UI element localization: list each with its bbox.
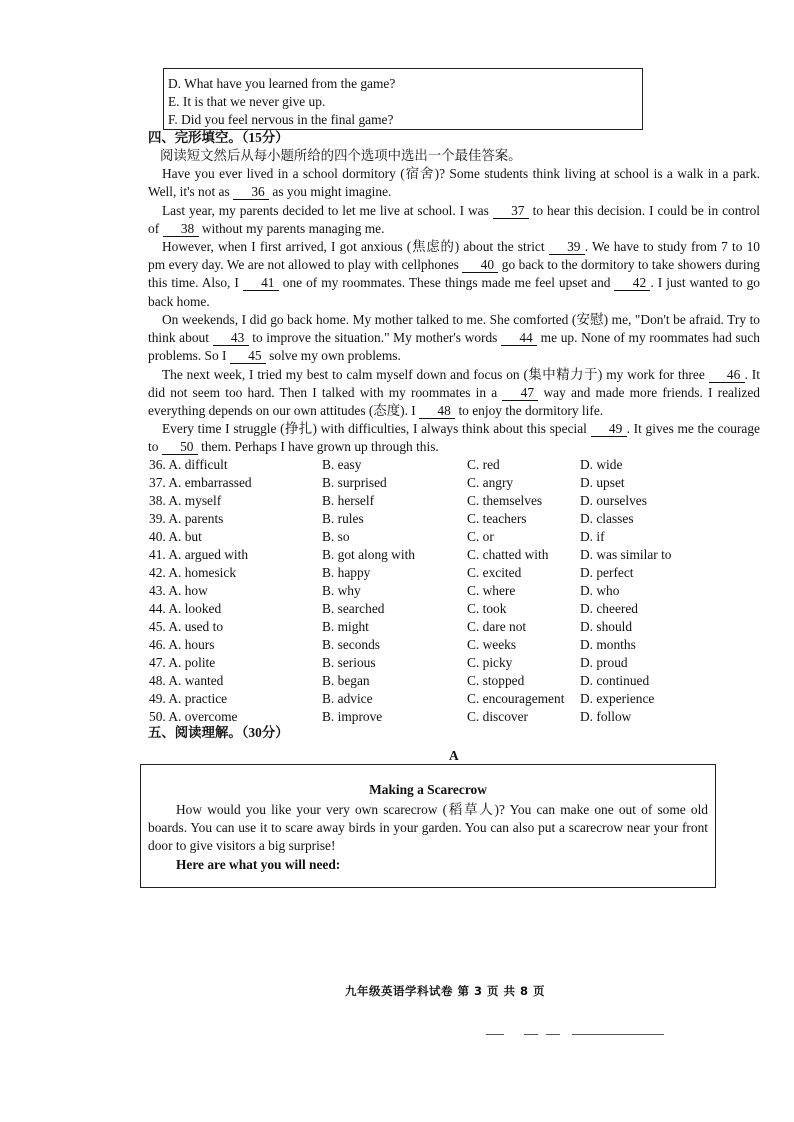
blank-50: 50	[162, 439, 198, 455]
blank-43: 43	[213, 330, 249, 346]
choice-option: C. angry	[467, 475, 514, 490]
passage-title: Making a Scarecrow	[369, 782, 487, 797]
cloze-paragraph-3: However, when I first arrived, I got anxious (焦虑的) about the strict 39 . We have to study from 7 to 10 pm every day. We are not allowed to play with cellphones 40 go back to the dormitory to take showers during this time. Also, I 41 one of my roommates. These things made me feel upset and 42 . I just wanted to go back home.	[148, 239, 761, 309]
passage-a-box	[140, 764, 716, 888]
choice-option: 45. A. used to	[149, 619, 224, 634]
choice-option: B. might	[322, 619, 369, 634]
option-d: D. What have you learned from the game?	[168, 76, 396, 91]
choice-option: B. herself	[322, 493, 375, 508]
choice-option: D. classes	[580, 511, 634, 526]
choice-option: B. rules	[322, 511, 364, 526]
choice-option: C. took	[467, 601, 507, 616]
choice-option: D. months	[580, 637, 636, 652]
choice-option: C. themselves	[467, 493, 543, 508]
section4-heading: 四、完形填空。（15分）	[148, 130, 289, 145]
choice-option: C. discover	[467, 709, 528, 724]
choice-option: 49. A. practice	[149, 691, 228, 706]
blank-40: 40	[462, 257, 498, 273]
choice-option: 44. A. looked	[149, 601, 222, 616]
blank-47: 47	[502, 385, 538, 401]
choice-option: B. easy	[322, 457, 362, 472]
blank-44: 44	[501, 330, 537, 346]
passage-body: How would you like your very own scarecrow (稻草人)? You can make one out of some old boards. You can use it to scare away birds in your garden. You can also put a scarecrow near your front door to give visitors a big surprise!	[148, 802, 708, 854]
page-footer: 九年级英语学科试卷 第 3 页 共 8 页	[345, 984, 546, 998]
cloze-paragraph-1: Have you ever lived in a school dormitory (宿舍)? Some students think living at school is a walk in a park. Well, it's not as 36 as you might imagine.	[148, 166, 760, 200]
blank-38: 38	[163, 221, 199, 237]
answer-options-box	[163, 68, 643, 130]
choice-option: D. follow	[580, 709, 632, 724]
choice-option: C. where	[467, 583, 516, 598]
choice-option: B. seconds	[322, 637, 381, 652]
choice-option: D. if	[580, 529, 605, 544]
blank-45: 45	[230, 348, 266, 364]
choice-option: 39. A. parents	[149, 511, 224, 526]
blank-36: 36	[233, 184, 269, 200]
choice-option: D. was similar to	[580, 547, 672, 562]
choice-option: C. teachers	[467, 511, 527, 526]
choice-option: B. surprised	[322, 475, 387, 490]
option-f: F. Did you feel nervous in the final game?	[168, 112, 394, 127]
choice-option: B. got along with	[322, 547, 415, 562]
choice-option: 38. A. myself	[149, 493, 222, 508]
section4-instruction: 阅读短文然后从每小题所给的四个选项中选出一个最佳答案。	[160, 148, 522, 163]
choice-option: C. encouragement	[467, 691, 565, 706]
blank-41: 41	[243, 275, 279, 291]
choice-option: B. serious	[322, 655, 376, 670]
choice-option: 50. A. overcome	[149, 709, 238, 724]
choice-option: B. began	[322, 673, 370, 688]
cloze-paragraph-5: The next week, I tried my best to calm myself down and focus on (集中精力于) my work for three 46 . It did not seem too hard. Then I talked with my roommates in a 47 way and made more friends. I realized everything depends on our own attitudes (态度). I 48 to enjoy the dormitory life.	[148, 367, 761, 419]
passage-need-heading: Here are what you will need:	[176, 857, 341, 872]
blank-39: 39	[549, 239, 585, 255]
blank-37: 37	[493, 203, 529, 219]
cloze-paragraph-4: On weekends, I did go back home. My mother talked to me. She comforted (安慰) me, "Don't be afraid. Try to think about 43 to improve the situation." My mother's words 44 me up. None of my roommates had such problems. So I 45 solve my own problems.	[148, 312, 760, 364]
choice-option: 37. A. embarrassed	[149, 475, 252, 490]
blank-42: 42	[614, 275, 650, 291]
choice-option: C. stopped	[467, 673, 525, 688]
choice-option: C. red	[467, 457, 500, 472]
choice-option: B. happy	[322, 565, 371, 580]
choice-option: D. should	[580, 619, 633, 634]
choice-option: 42. A. homesick	[149, 565, 237, 580]
choice-option: B. searched	[322, 601, 385, 616]
choice-option: D. who	[580, 583, 620, 598]
choice-option: D. experience	[580, 691, 655, 706]
choice-option: B. so	[322, 529, 350, 544]
passage-label: A	[449, 748, 459, 763]
choice-option: B. advice	[322, 691, 373, 706]
choice-option: 40. A. but	[149, 529, 202, 544]
choice-option: D. wide	[580, 457, 623, 472]
cloze-paragraph-2: Last year, my parents decided to let me live at school. I was 37 to hear this decision. I could be in control of 38 without my parents managing me.	[148, 203, 760, 237]
choice-option: C. or	[467, 529, 494, 544]
cloze-paragraph-6: Every time I struggle (挣扎) with difficulties, I always think about this special 49 . It gives me the courage to 50 them. Perhaps I have grown up through this.	[148, 421, 760, 455]
choice-option: D. proud	[580, 655, 628, 670]
section5-heading: 五、阅读理解。（30分）	[148, 725, 289, 740]
blank-49: 49	[591, 421, 627, 437]
blank-48: 48	[419, 403, 455, 419]
choice-option: B. why	[322, 583, 361, 598]
choice-option: D. continued	[580, 673, 650, 688]
choice-option: D. upset	[580, 475, 625, 490]
choice-option: D. cheered	[580, 601, 638, 616]
option-e: E. It is that we never give up.	[168, 94, 326, 109]
choice-option: C. excited	[467, 565, 522, 580]
choice-option: 36. A. difficult	[149, 457, 228, 472]
choice-option: B. improve	[322, 709, 383, 724]
choice-option: 41. A. argued with	[149, 547, 249, 562]
choice-option: 46. A. hours	[149, 637, 215, 652]
choice-option: 47. A. polite	[149, 655, 216, 670]
choice-option: C. chatted with	[467, 547, 549, 562]
choice-option: D. perfect	[580, 565, 634, 580]
choice-option: C. picky	[467, 655, 513, 670]
choice-option: C. dare not	[467, 619, 527, 634]
choice-option: D. ourselves	[580, 493, 647, 508]
choice-option: C. weeks	[467, 637, 517, 652]
blank-46: 46	[709, 367, 745, 383]
choice-option: 48. A. wanted	[149, 673, 224, 688]
choice-option: 43. A. how	[149, 583, 208, 598]
